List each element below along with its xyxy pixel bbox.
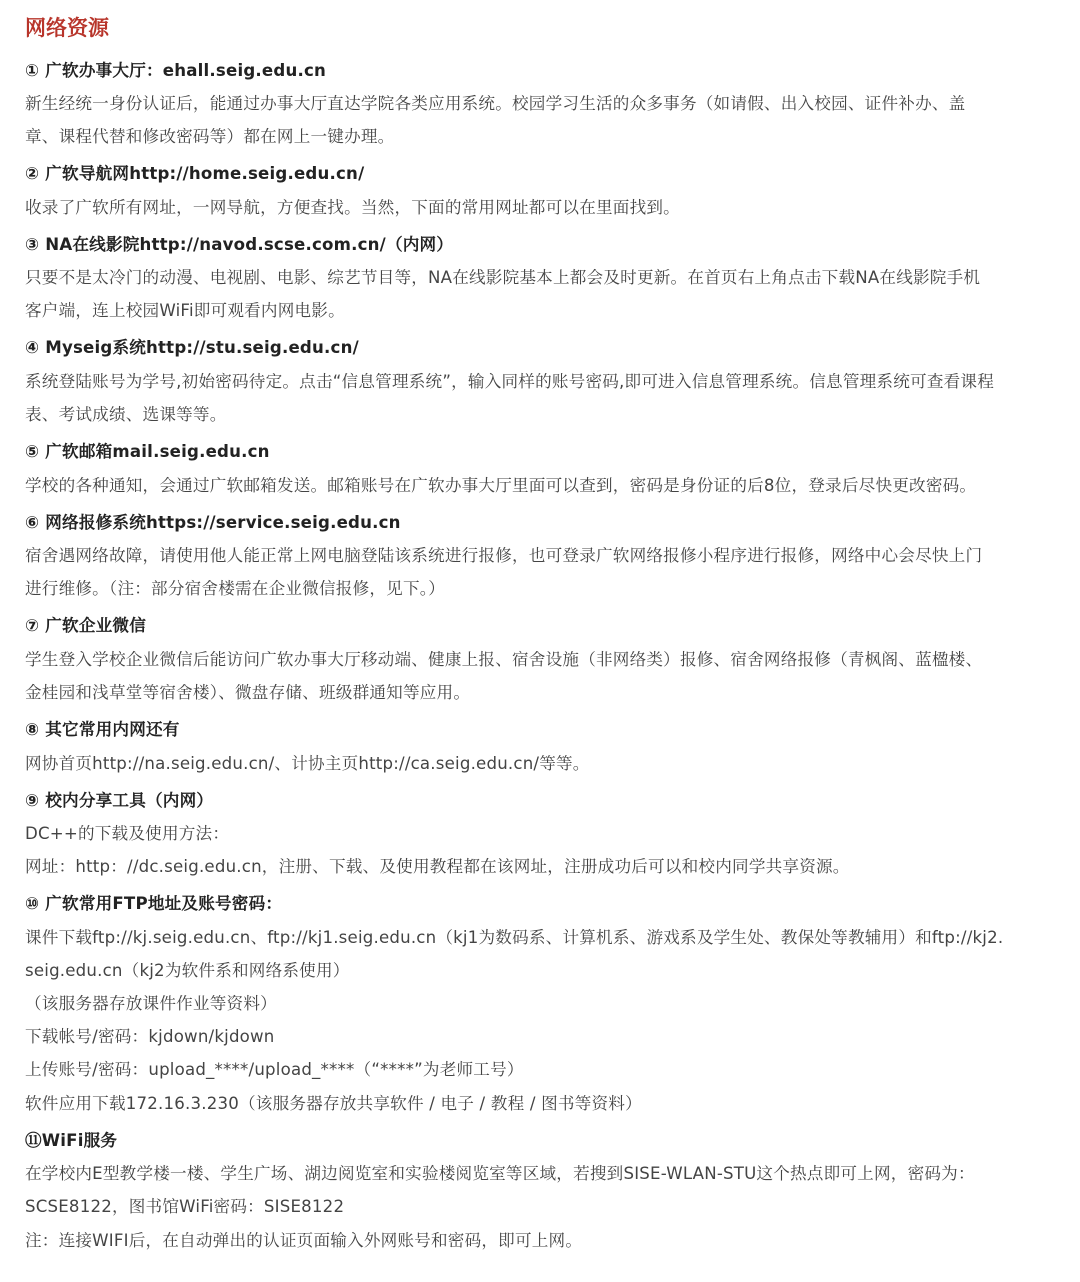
section-9-line-1: DC++的下载及使用方法：	[25, 824, 230, 843]
section-11-line-1: 在学校内E型教学楼一楼、学生广场、湖边阅览室和实验楼阅览室等区域，若搜到SISE-WLAN-STU这个热点即可上网，密码为：	[25, 1164, 975, 1183]
section-6-line-1: 宿舍遇网络故障，请使用他人能正常上网电脑登陆该系统进行报修，也可登录广软网络报修小程序进行报修，网络中心会尽快上门	[25, 546, 983, 565]
section-1-line-1: 新生经统一身份认证后，能通过办事大厅直达学院各类应用系统。校园学习生活的众多事务（如请假、出入校园、证件补办、盖	[25, 94, 966, 113]
section-8-line-1: 网协首页http://na.seig.edu.cn/、计协主页http://ca.seig.edu.cn/等等。	[25, 754, 590, 773]
section-9-line-2: 网址：http：//dc.seig.edu.cn，注册、下载、及使用教程都在该网址，注册成功后可以和校内同学共享资源。	[25, 857, 850, 876]
section-1-line-2: 章、课程代替和修改密码等）都在网上一键办理。	[25, 127, 395, 146]
section-11-heading: ⑪WiFi服务	[25, 1131, 118, 1150]
section-10-heading: ⑩ 广软常用FTP地址及账号密码：	[25, 894, 283, 913]
section-10-line-2: seig.edu.cn（kj2为软件系和网络系使用）	[25, 961, 350, 980]
section-7-line-1: 学生登入学校企业微信后能访问广软办事大厅移动端、健康上报、宿舍设施（非网络类）报修、宿舍网络报修（青枫阁、蓝楹楼、	[25, 650, 983, 669]
section-2-line-1: 收录了广软所有网址，一网导航，方便查找。当然，下面的常用网址都可以在里面找到。	[25, 198, 680, 217]
section-3-line-1: 只要不是太冷门的动漫、电视剧、电影、综艺节目等，NA在线影院基本上都会及时更新。在首页右上角点击下载NA在线影院手机	[25, 268, 981, 287]
section-4-line-1: 系统登陆账号为学号,初始密码待定。点击“信息管理系统”，输入同样的账号密码,即可进入信息管理系统。信息管理系统可查看课程	[25, 372, 994, 391]
section-7-line-2: 金桂园和浅草堂等宿舍楼）、微盘存储、班级群通知等应用。	[25, 683, 471, 702]
section-8-heading: ⑧ 其它常用内网还有	[25, 720, 180, 739]
section-9-heading: ⑨ 校内分享工具（内网）	[25, 791, 214, 810]
section-3-line-2: 客户端，连上校园WiFi即可观看内网电影。	[25, 301, 345, 320]
section-10-line-6: 软件应用下载172.16.3.230（该服务器存放共享软件 / 电子 / 教程 / 图书等资料）	[25, 1094, 642, 1113]
section-2-heading: ② 广软导航网http://home.seig.edu.cn/	[25, 164, 365, 183]
section-10-line-5: 上传账号/密码：upload_****/upload_****（“****”为老师工号）	[25, 1060, 524, 1079]
section-10-line-1: 课件下载ftp://kj.seig.edu.cn、ftp://kj1.seig.edu.cn（kj1为数码系、计算机系、游戏系及学生处、教保处等教辅用）和ftp://kj2.	[25, 928, 1004, 947]
section-4-heading: ④ Myseig系统http://stu.seig.edu.cn/	[25, 338, 359, 357]
section-1-heading: ① 广软办事大厅：ehall.seig.edu.cn	[25, 61, 327, 80]
section-5-heading: ⑤ 广软邮箱mail.seig.edu.cn	[25, 442, 270, 461]
section-11-line-2: SCSE8122，图书馆WiFi密码：SISE8122	[25, 1197, 345, 1216]
section-7-heading: ⑦ 广软企业微信	[25, 616, 146, 635]
section-4-line-2: 表、考试成绩、选课等等。	[25, 405, 227, 424]
section-3-heading: ③ NA在线影院http://navod.scse.com.cn/（内网）	[25, 235, 454, 254]
section-11-line-3: 注：连接WIFI后，在自动弹出的认证页面输入外网账号和密码，即可上网。	[25, 1231, 583, 1250]
section-6-heading: ⑥ 网络报修系统https://service.seig.edu.cn	[25, 513, 401, 532]
section-10-line-3: （该服务器存放课件作业等资料）	[25, 994, 277, 1013]
page-title: 网络资源	[25, 16, 109, 40]
section-6-line-2: 进行维修。（注：部分宿舍楼需在企业微信报修，见下。）	[25, 579, 446, 598]
section-5-line-1: 学校的各种通知，会通过广软邮箱发送。邮箱账号在广软办事大厅里面可以查到，密码是身份证的后8位，登录后尽快更改密码。	[25, 476, 977, 495]
section-10-line-4: 下载帐号/密码：kjdown/kjdown	[25, 1027, 275, 1046]
